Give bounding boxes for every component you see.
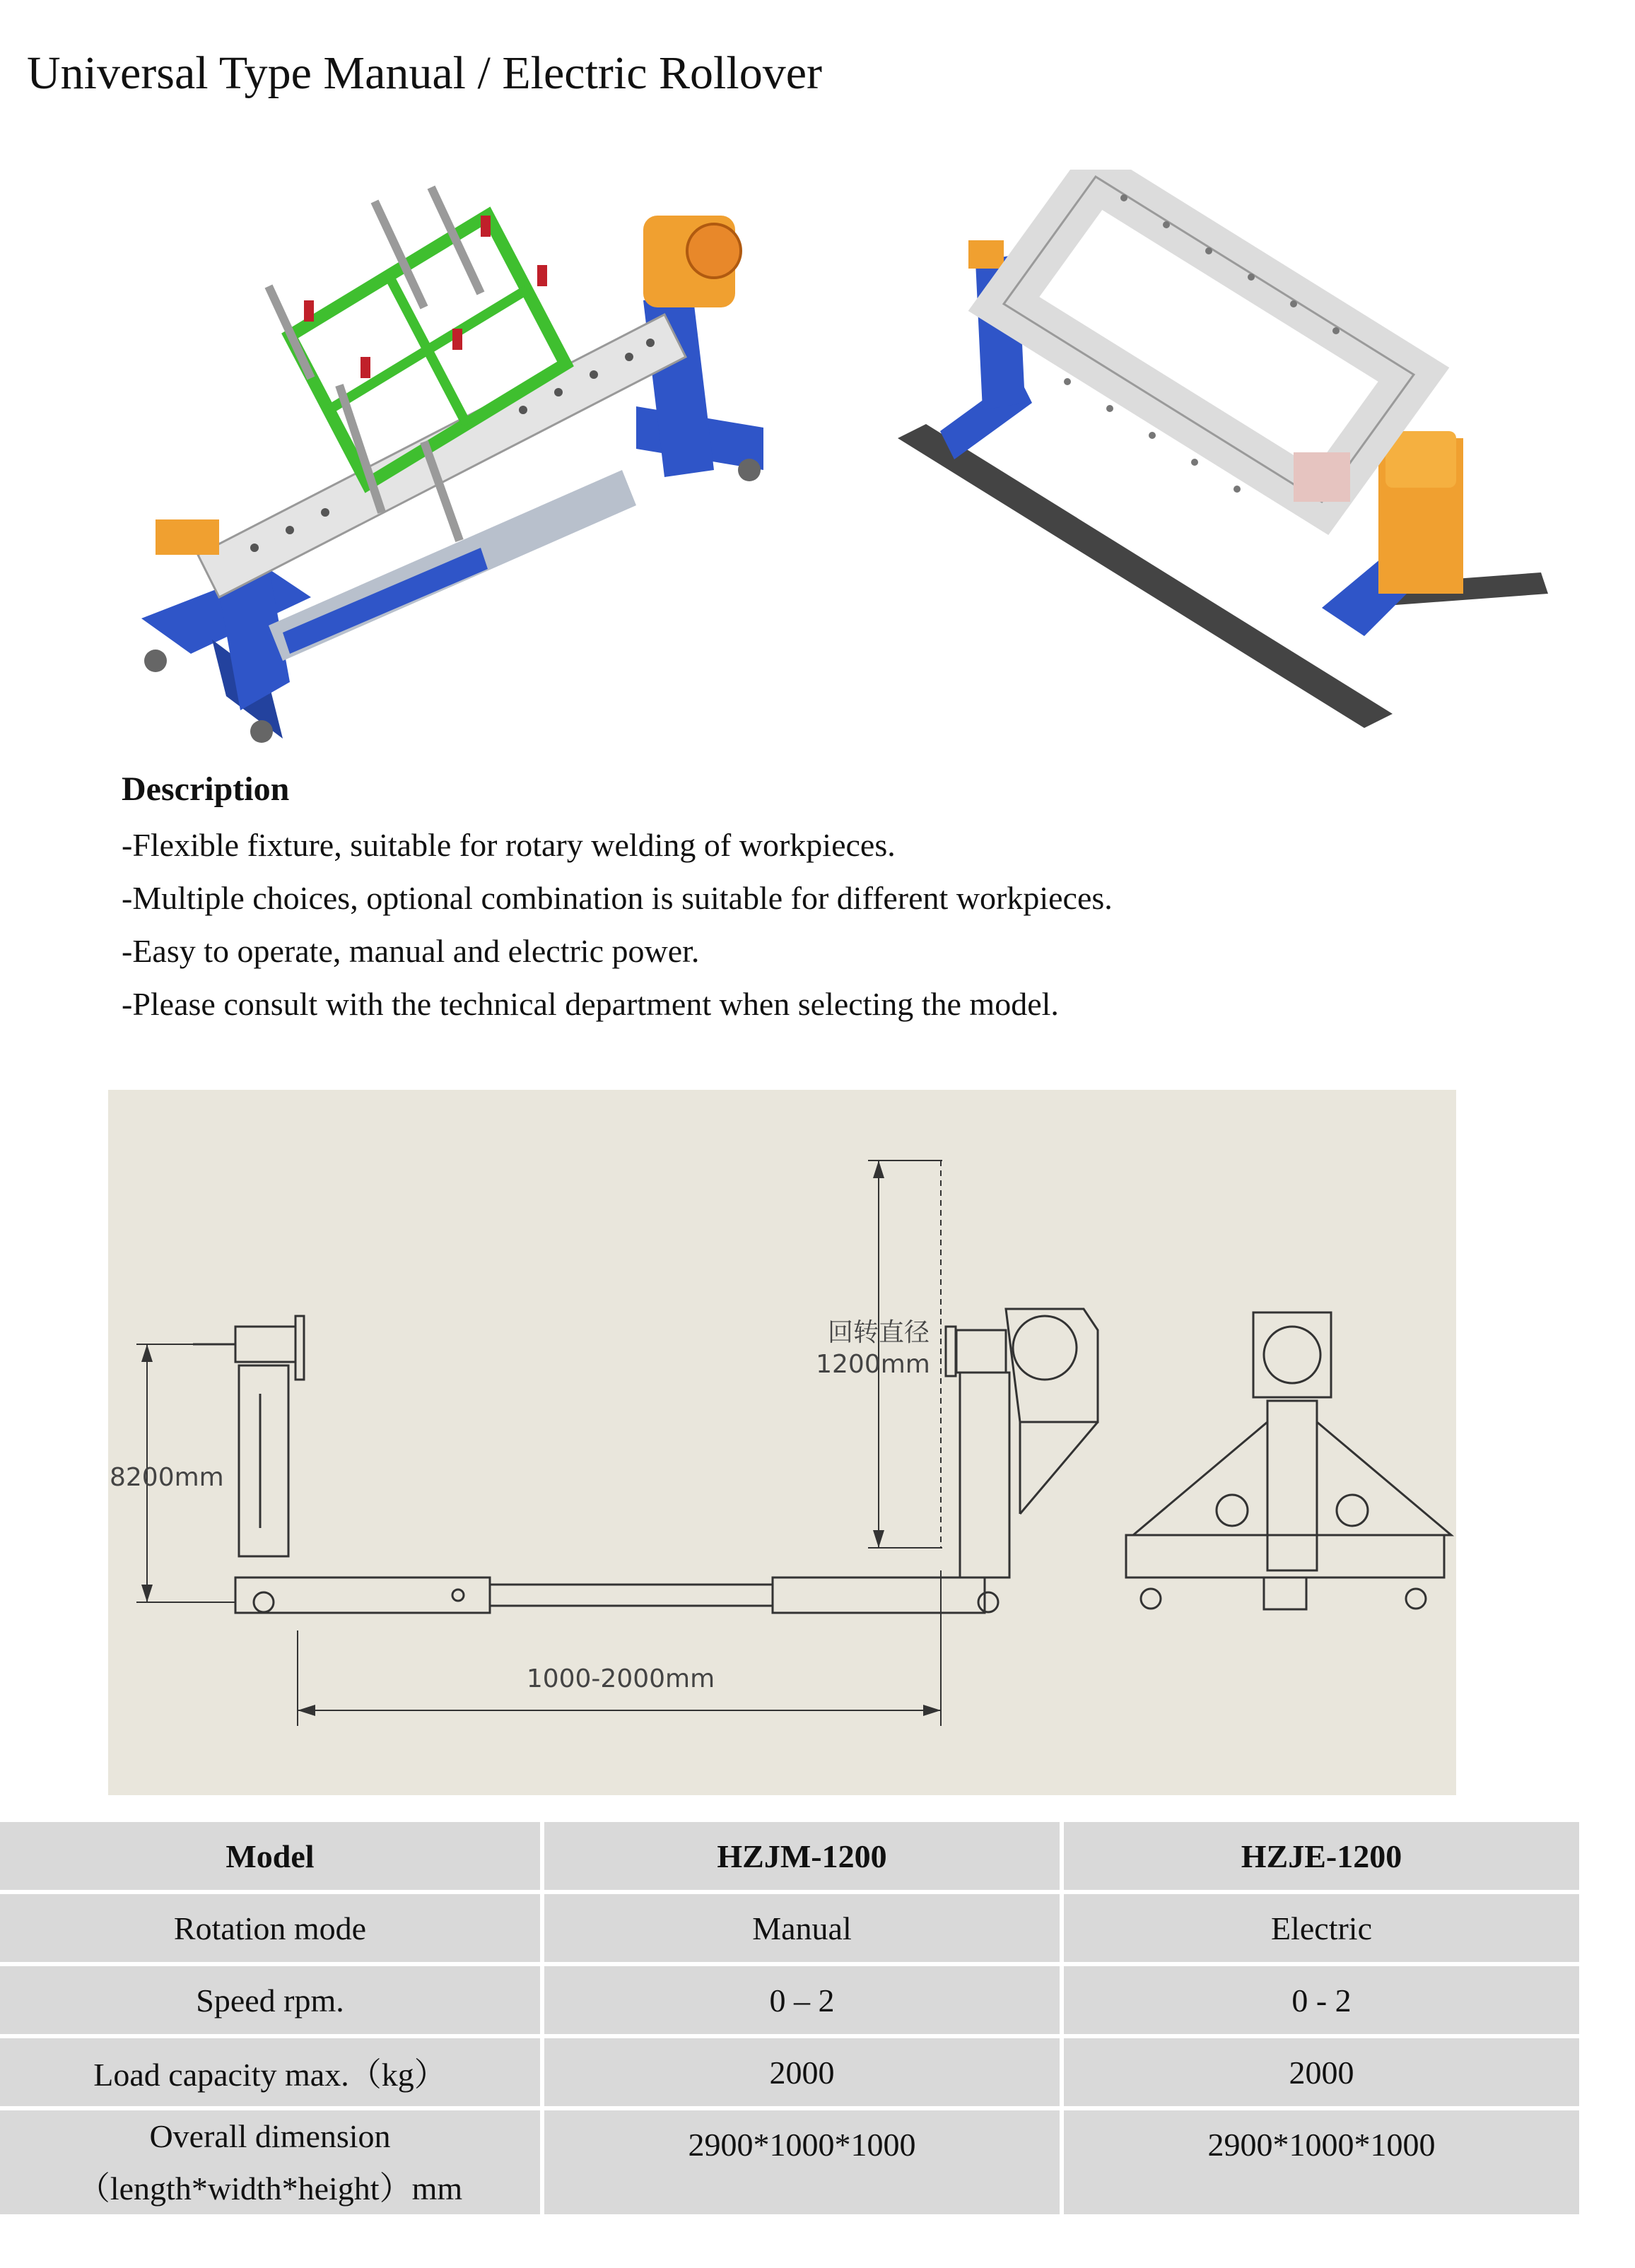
description-heading: Description: [122, 770, 290, 808]
cell-value: 2000: [544, 2038, 1064, 2110]
handwheel-icon: [1013, 1316, 1077, 1380]
side-handwheel-icon: [1264, 1327, 1320, 1383]
manual-rollover-image: [127, 173, 799, 760]
frame-corner-pad: [1294, 452, 1350, 502]
description-item: -Please consult with the technical department when selecting the model.: [122, 986, 1059, 1023]
electric-rollover-drawing: [898, 170, 1576, 735]
side-hole: [1217, 1495, 1248, 1526]
electric-rollover-image: [898, 170, 1576, 735]
right-column: [960, 1373, 1009, 1577]
green-fixture-bar: [329, 290, 527, 410]
left-column: [239, 1365, 288, 1556]
cell-value: 2900*1000*1000: [544, 2110, 1064, 2219]
manual-rollover-drawing: [127, 173, 799, 760]
left-headstock: [968, 240, 1004, 269]
handwheel-icon: [687, 224, 741, 278]
table-row: [0, 2038, 1583, 2110]
left-faceplate: [295, 1316, 304, 1380]
base-beam-middle: [490, 1585, 773, 1606]
left-headstock: [156, 519, 219, 555]
header-cell-hzjm: HZJM-1200: [544, 1822, 1064, 1894]
description-item: -Easy to operate, manual and electric power.: [122, 932, 700, 969]
side-hole: [1337, 1495, 1368, 1526]
wheel: [250, 720, 273, 743]
span-label: 1000-2000mm: [526, 1664, 715, 1693]
perforated-frame: [1004, 177, 1414, 502]
table-row: [0, 1894, 1583, 1966]
cell-value: 0 – 2: [544, 1966, 1064, 2038]
row-label: Load capacity max.（kg）: [0, 2038, 544, 2110]
row-label: Speed rpm.: [0, 1966, 544, 2038]
wheel: [144, 650, 167, 672]
cell-value: Electric: [1064, 1894, 1583, 1966]
technical-drawing: [108, 1090, 1456, 1795]
right-gusset: [1020, 1422, 1098, 1514]
left-headstock-outline: [235, 1327, 295, 1362]
cell-value: 2900*1000*1000: [1064, 2110, 1583, 2219]
wheel: [978, 1592, 998, 1612]
description-item: -Multiple choices, optional combination is suitable for different workpieces.: [122, 879, 1113, 916]
page-title: Universal Type Manual / Electric Rollover: [27, 47, 822, 99]
height-label: 8200mm: [110, 1463, 224, 1492]
row-label: [0, 2110, 544, 2219]
cell-value: Manual: [544, 1894, 1064, 1966]
beam-pin-hole: [452, 1590, 464, 1601]
technical-drawing-svg: [108, 1090, 1456, 1795]
base-beam-right: [773, 1577, 985, 1613]
table-row: [0, 2110, 1583, 2219]
row-label-line: （length*width*height）mm: [77, 2170, 463, 2207]
table-header-row: [0, 1822, 1583, 1894]
table-row: [0, 1966, 1583, 2038]
cell-value: 2000: [1064, 2038, 1583, 2110]
header-cell-hzje: HZJE-1200: [1064, 1822, 1583, 1894]
cell-value: 0 - 2: [1064, 1966, 1583, 2038]
wheel: [1141, 1589, 1161, 1609]
side-column: [1267, 1401, 1317, 1570]
row-label-line: Overall dimension: [149, 2118, 391, 2154]
header-cell-model: Model: [0, 1822, 544, 1894]
side-gusset-right: [1317, 1422, 1451, 1535]
side-gusset-left: [1133, 1422, 1267, 1535]
right-faceplate: [946, 1327, 956, 1376]
description-section: [122, 769, 1535, 1038]
right-headstock-bearing: [956, 1330, 1006, 1373]
side-center-caster: [1264, 1577, 1306, 1609]
wheel: [738, 459, 761, 481]
dimension-arrows: [141, 1161, 941, 1716]
description-item: -Flexible fixture, suitable for rotary welding of workpieces.: [122, 826, 896, 863]
base-beam-blue: [283, 548, 488, 654]
wheel: [1406, 1589, 1426, 1609]
rotation-diameter-label: 1200mm: [816, 1350, 930, 1379]
wheel: [254, 1592, 274, 1612]
spec-table: [0, 1822, 1583, 2219]
rotation-diameter-cn-label: 回转直径: [827, 1318, 930, 1347]
right-gearbox: [1006, 1309, 1098, 1422]
row-label: Rotation mode: [0, 1894, 544, 1966]
